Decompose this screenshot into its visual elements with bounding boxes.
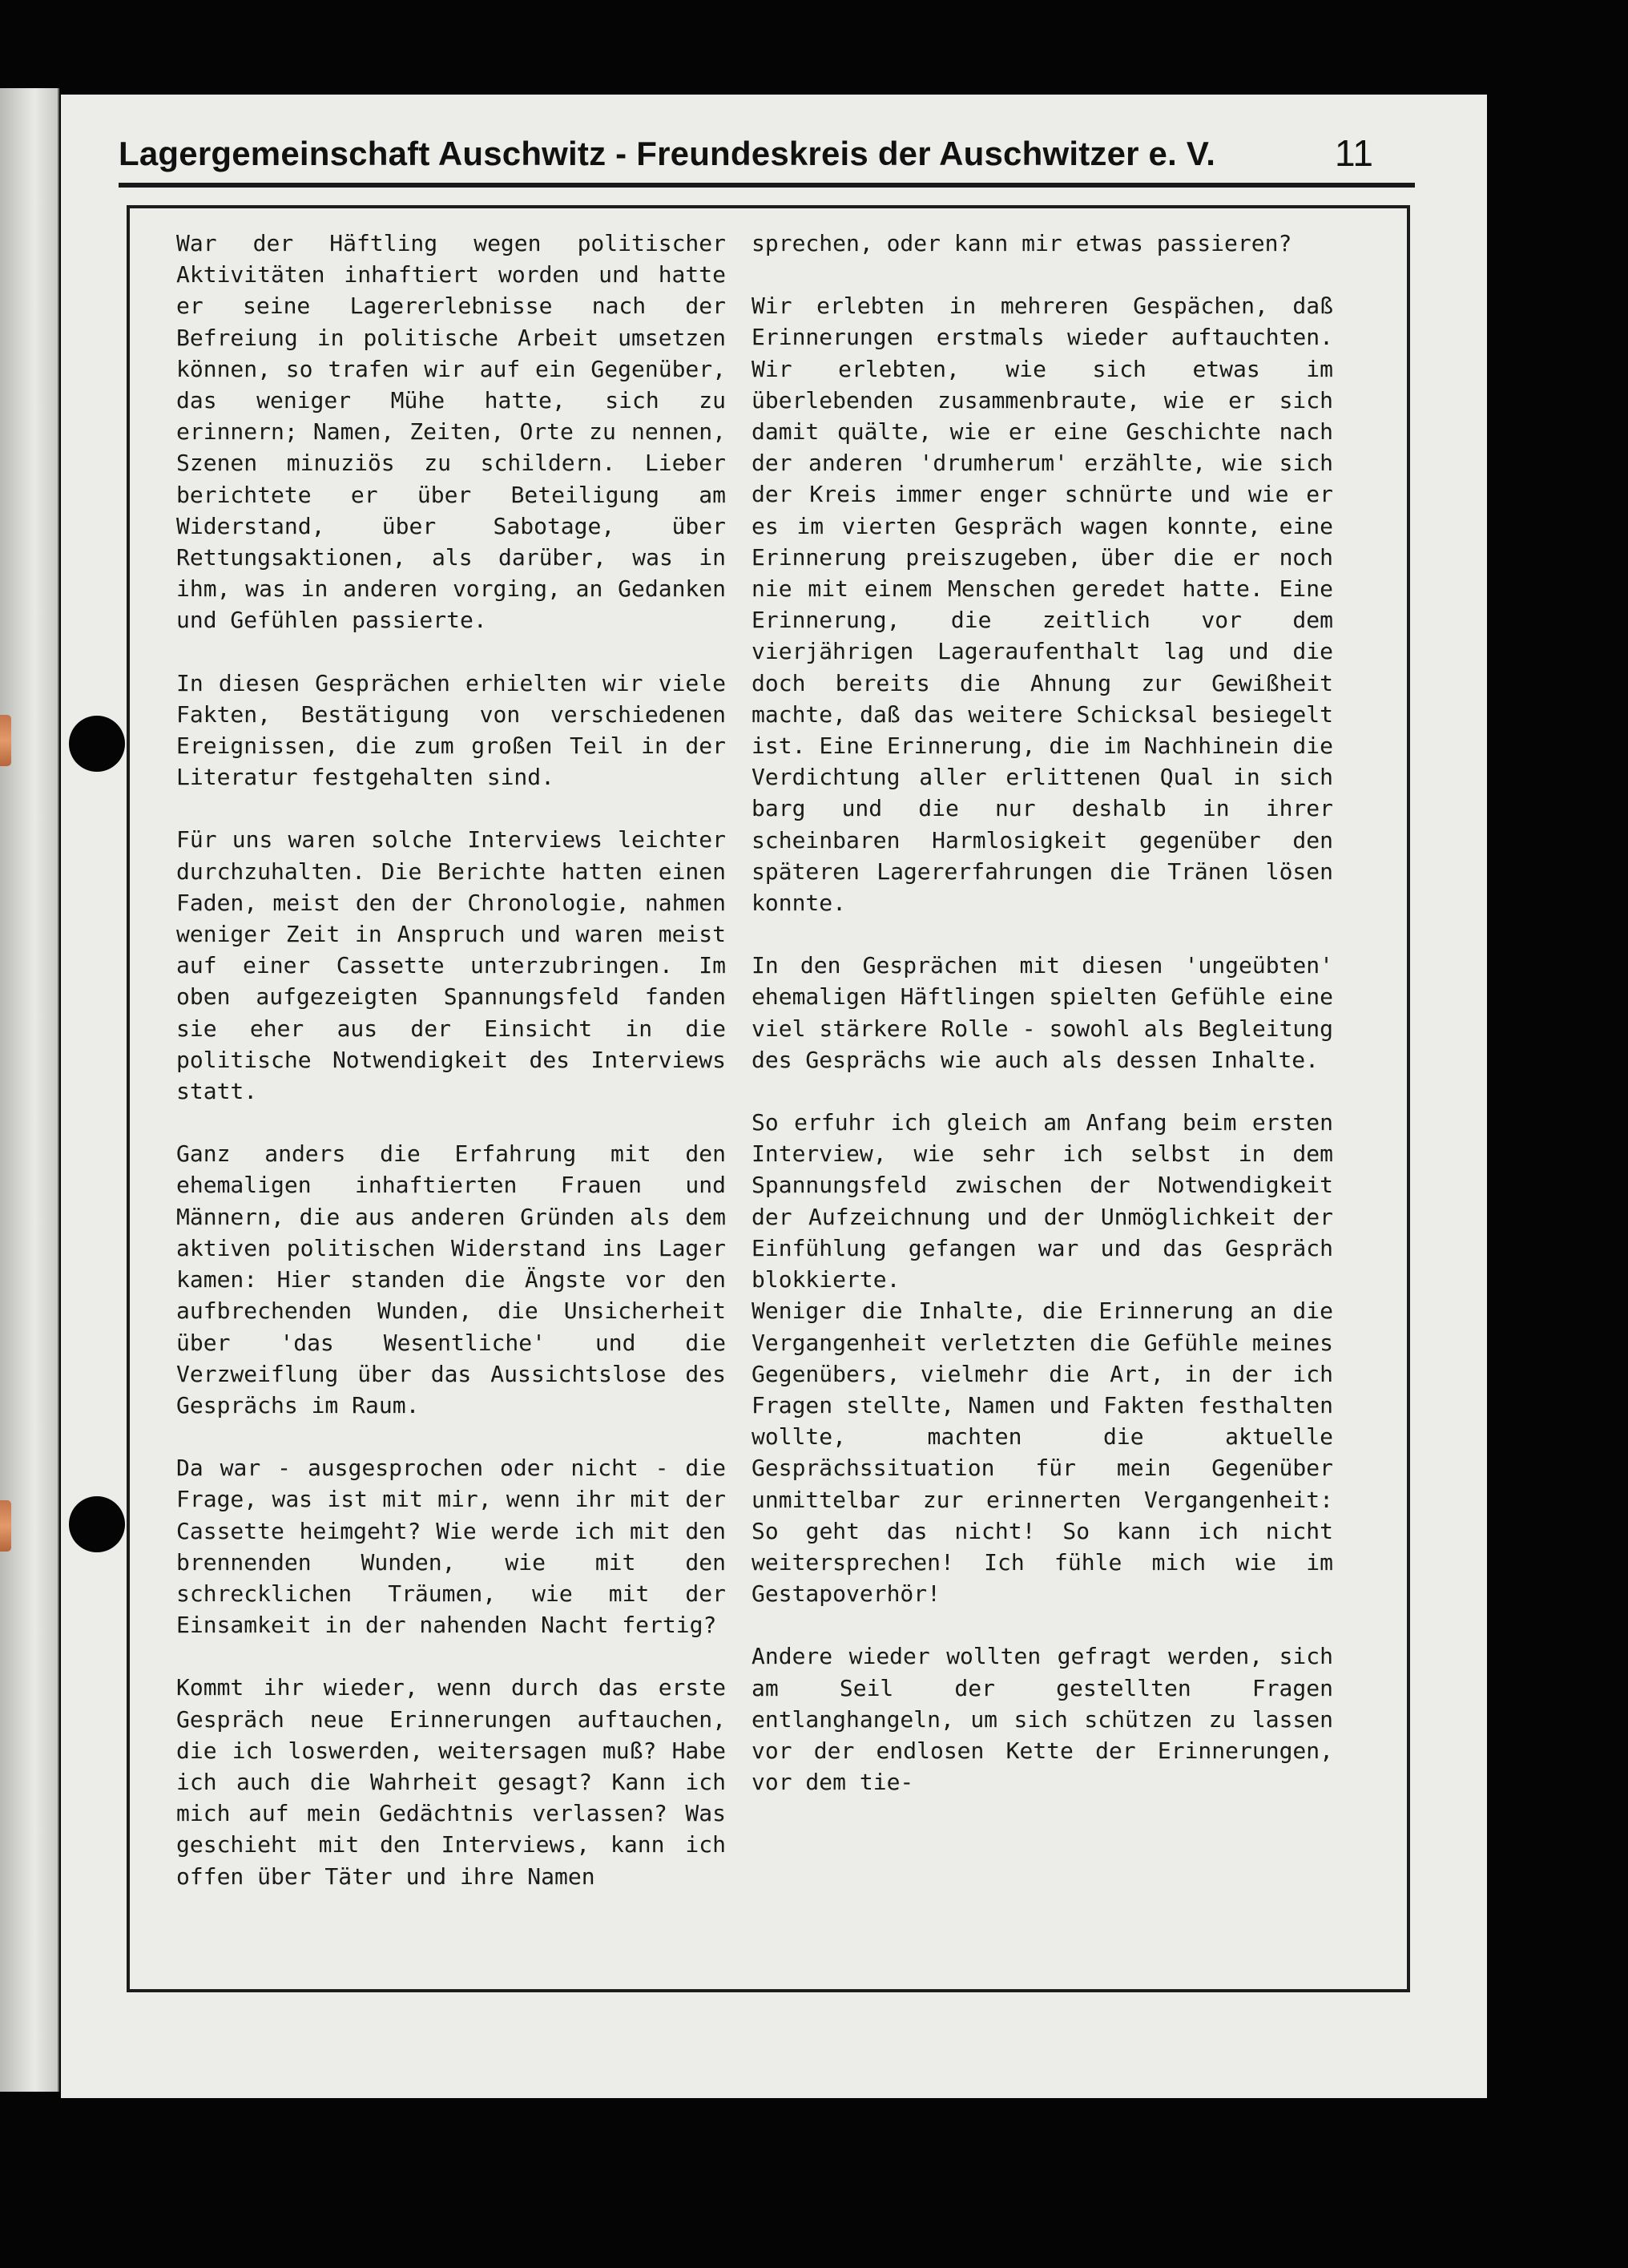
- paragraph: War der Häftling wegen politischer Aktivitäten inhaftiert worden und hatte er seine Lagererlebnisse nach der Befreiung in politische Arbeit umsetzen können, so trafen wir auf ein Gegenüber, das weniger Mühe hatte, sich zu erinnern; Namen, Zeiten, Orte zu nennen, Szenen minuziös zu schildern. Lieber berichtete er über Beteiligung am Widerstand, über Sabotage, über Rettungsaktionen, als darüber, was in ihm, was in anderen vorging, an Gedanken und Gefühlen passierte.: [176, 230, 726, 634]
- punch-hole: [69, 716, 125, 772]
- paragraph: Weniger die Inhalte, die Erinnerung an die Vergangenheit verletzten die Gefühle meines Gegenübers, vielmehr die Art, in der ich Fragen stellte, Namen und Fakten festhalten wollte, machten die aktuelle Gesprächssituation für mein Gegenüber unmittelbar zur erinnerten Vergangenheit: So geht das nicht! So kann ich nicht weitersprechen! Ich fühle mich wie im Gestapoverhör!: [752, 1297, 1333, 1608]
- paragraph: Kommt ihr wieder, wenn durch das erste Gespräch neue Erinnerungen auftauchen, die ich loswerden, weitersagen muß? Habe ich auch die Wahrheit gesagt? Kann ich mich auf mein Gedächtnis verlassen? Was geschieht mit den Interviews, kann ich offen über Täter und ihre Namen: [176, 1674, 726, 1890]
- paragraph: So erfuhr ich gleich am Anfang beim ersten Interview, wie sehr ich selbst in dem Spannungsfeld zwischen der Notwendigkeit der Aufzeichnung und der Unmöglichkeit der Einfühlung gefangen war und das Gespräch blokkierte.: [752, 1109, 1333, 1293]
- page-number: 11: [1335, 132, 1374, 174]
- paragraph: sprechen, oder kann mir etwas passieren?: [752, 230, 1292, 256]
- text-frame: [127, 205, 1410, 1992]
- punch-hole: [69, 1496, 125, 1552]
- paragraph: Für uns waren solche Interviews leichter durchzuhalten. Die Berichte hatten einen Faden, meist den der Chronologie, nahmen weniger Zeit in Anspruch und waren meist auf einer Cassette unterzubringen. Im oben aufgezeigten Spannungsfeld fanden sie eher aus der Einsicht in die politische Notwendigkeit des Interviews statt.: [176, 826, 726, 1105]
- header-title: Lagergemeinschaft Auschwitz - Freundeskreis der Auschwitzer e. V.: [119, 135, 1216, 172]
- paragraph: Da war - ausgesprochen oder nicht - die Frage, was ist mit mir, wenn ihr mit der Cassette heimgeht? Wie werde ich mit den brennenden Wunden, wie mit den schrecklichen Träumen, wie mit der Einsamkeit in der nahenden Nacht fertig?: [176, 1455, 726, 1639]
- header-rule: [119, 183, 1415, 188]
- paragraph: In den Gesprächen mit diesen 'ungeübten' ehemaligen Häftlingen spielten Gefühle eine viel stärkere Rolle - sowohl als Begleitung des Gesprächs wie auch als dessen Inhalte.: [752, 952, 1333, 1073]
- adjacent-page-edge: [0, 88, 59, 2092]
- left-column: [176, 228, 726, 1892]
- binder-tab-marker: [0, 715, 11, 766]
- binder-tab-marker: [0, 1500, 11, 1552]
- document-page: [61, 95, 1487, 2098]
- right-column: [752, 228, 1333, 1798]
- paragraph: Andere wieder wollten gefragt werden, sich am Seil der gestellten Fragen entlanghangeln, um sich schützen zu lassen vor der endlosen Kette der Erinnerungen, vor dem tie-: [752, 1643, 1333, 1796]
- paragraph: Wir erlebten in mehreren Gespächen, daß Erinnerungen erstmals wieder auftauchten. Wir erlebten, wie sich etwas im überlebenden zusammenbraute, wie er sich damit quälte, wie er eine Geschichte nach der anderen 'drumherum' erzählte, wie sich der Kreis immer enger schnürte und wie er es im vierten Gespräch wagen konnte, eine Erinnerung preiszugeben, über die er noch nie mit einem Menschen geredet hatte. Eine Erinnerung, die zeitlich vor dem vierjährigen Lageraufenthalt lag und die doch bereits die Ahnung zur Gewißheit machte, daß das weitere Schicksal besiegelt ist. Eine Erinnerung, die im Nachhinein die Verdichtung aller erlittenen Qual in sich barg und die nur deshalb in ihrer scheinbaren Harmlosigkeit gegenüber den späteren Lagererfahrungen die Tränen lösen konnte.: [752, 293, 1333, 917]
- paragraph: In diesen Gesprächen erhielten wir viele Fakten, Bestätigung von verschiedenen Ereignissen, die zum großen Teil in der Literatur festgehalten sind.: [176, 669, 726, 791]
- paragraph: Ganz anders die Erfahrung mit den ehemaligen inhaftierten Frauen und Männern, die aus anderen Gründen als dem aktiven politischen Widerstand ins Lager kamen: Hier standen die Ängste vor den aufbrechenden Wunden, die Unsicherheit über 'das Wesentliche' und die Verzweiflung über das Aussichtslose des Gesprächs im Raum.: [176, 1140, 726, 1419]
